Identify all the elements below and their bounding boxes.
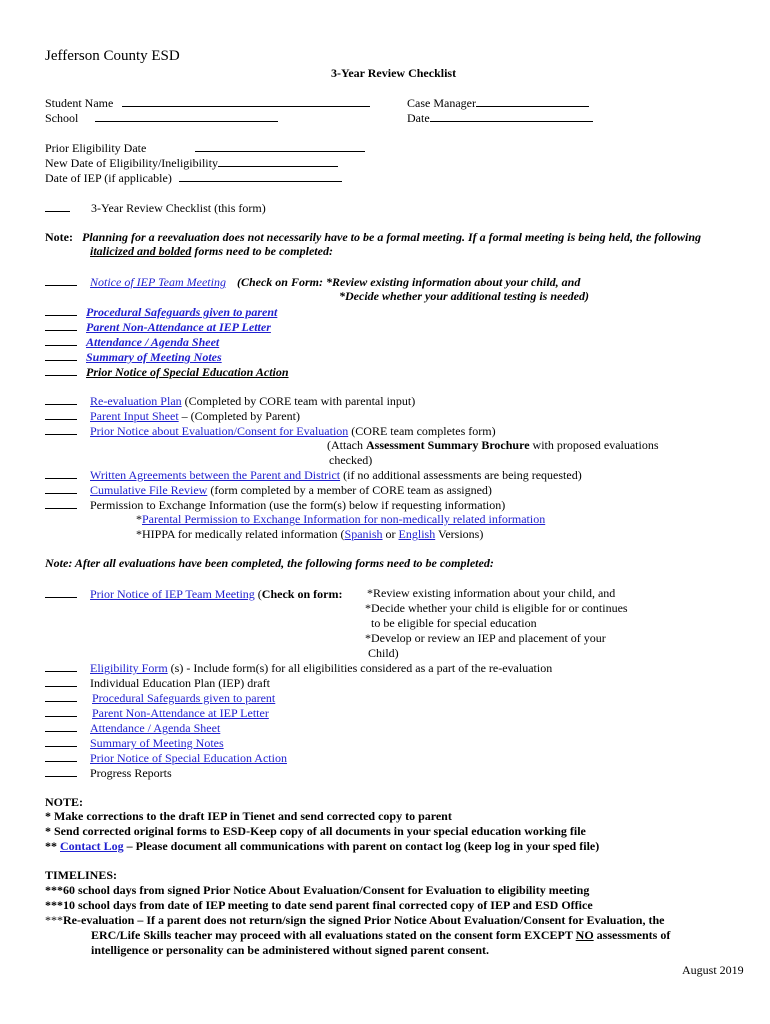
iep-draft-text: Individual Education Plan (IEP) draft [90,676,270,690]
checkbox-line[interactable] [45,660,77,672]
prior-notice-evaluation-note: (CORE team completes form) [348,424,496,438]
checkbox-line[interactable] [45,720,77,732]
note-emphasis: italicized and bolded [90,244,192,258]
this-form-row [45,200,266,216]
cumulative-file-note: (form completed by a member of CORE team as assigned) [207,483,492,497]
check-on-form-text-2: *Decide whether your additional testing is needed) [339,289,589,303]
note-after-evaluations: Note: After all evaluations have been completed, the following forms need to be completed: [45,556,494,570]
formal-item-row [45,334,219,350]
checkbox-line[interactable] [45,423,77,435]
timeline-2: ***10 school days from date of IEP meeting to date send parent final corrected copy of IEP and ESD Office [45,898,593,912]
no-emphasis: NO [575,928,594,942]
parental-permission-link[interactable]: Parental Permission to Exchange Information for non-medically related information [142,512,546,526]
timeline-3-cont-text: ERC/Life Skills teacher may proceed with all evaluations stated on the consent form EXCEPT [91,928,576,942]
case-manager-field[interactable] [407,95,589,111]
new-eligibility-field[interactable] [45,155,338,171]
permission-exchange-text: Permission to Exchange Information (use the form(s) below if requesting information) [90,498,506,512]
after-row [45,690,275,706]
reeval-row [45,497,505,513]
parent-input-sheet-link[interactable]: Parent Input Sheet [90,409,179,423]
after-row [45,660,552,676]
reeval-row [45,482,492,498]
prior-notice-sped-action: Prior Notice of Special Education Action [86,365,289,379]
asterisks: *** [45,913,63,927]
note-text: Planning for a reevaluation does not necessarily have to be a formal meeting. If a formal meeting is being held, the following [81,230,701,244]
checkbox-line[interactable] [45,200,70,212]
prior-notice-evaluation-link[interactable]: Prior Notice about Evaluation/Consent for Evaluation [90,424,349,438]
checkbox-line[interactable] [45,586,77,598]
english-link[interactable]: English [398,527,436,541]
student-name-label: Student Name [45,96,114,110]
date-of-iep-line[interactable] [179,170,342,182]
note-line-3 [45,839,599,854]
parent-non-attendance-link[interactable]: Parent Non-Attendance at IEP Letter [86,320,271,334]
hippa-text: *HIPPA for medically related information ( [136,527,345,541]
or-text: or [382,527,399,541]
formal-item-row [45,349,222,365]
checkbox-line[interactable] [45,750,77,762]
timeline-3-end: intelligence or personality can be administered without signed parent consent. [91,943,490,957]
contact-log-note: – Please document all communications with parent on contact log (keep log in your sped file) [123,839,600,853]
after-row [45,675,270,691]
attendance-agenda-link[interactable]: Attendance / Agenda Sheet [90,721,221,735]
check-item-2-cont: to be eligible for special education [371,616,537,630]
checkbox-line[interactable] [45,675,77,687]
contact-log-link[interactable]: Contact Log [60,839,124,853]
school-label: School [45,111,79,125]
reeval-row [45,423,496,439]
date-of-iep-label: Date of IEP (if applicable) [45,171,172,185]
reevaluation-plan-note: (Completed by CORE team with parental input) [181,394,416,408]
formal-item-row [45,319,271,335]
formal-notice-row [45,274,580,290]
organization-name: Jefferson County ESD [45,48,180,64]
case-manager-label: Case Manager [407,96,476,110]
note-planning-cont [90,244,333,259]
timeline-1: ***60 school days from signed Prior Notice About Evaluation/Consent for Evaluation to eligibility meeting [45,883,590,897]
reeval-row [45,393,415,409]
spanish-link[interactable]: Spanish [344,527,383,541]
checkbox-line[interactable] [45,334,77,346]
student-name-field[interactable] [45,95,370,111]
timeline-3-text: Re-evaluation – If a parent does not return/sign the signed Prior Notice About Evaluation/Consent for Evaluation, the [63,913,665,927]
date-of-iep-field[interactable] [45,170,342,186]
reeval-row [45,467,582,483]
asterisk: * [136,512,142,526]
checkbox-line[interactable] [45,393,77,405]
reeval-row [45,408,300,424]
parent-input-note: – (Completed by Parent) [178,409,300,423]
parental-permission-row [136,512,545,527]
after-row [45,720,220,736]
checkbox-line[interactable] [45,705,77,717]
hippa-row [136,527,483,542]
formal-item-row [45,304,277,320]
written-agreements-link[interactable]: Written Agreements between the Parent and District [90,468,341,482]
check-item-3: *Develop or review an IEP and placement of your [365,631,606,645]
checkbox-line[interactable] [45,467,77,479]
checkbox-line[interactable] [45,735,77,747]
student-name-line[interactable] [122,95,370,107]
cumulative-file-review-link[interactable]: Cumulative File Review [90,483,208,497]
checkbox-line[interactable] [45,319,77,331]
checkbox-line[interactable] [45,304,77,316]
procedural-safeguards-link[interactable]: Procedural Safeguards given to parent [92,691,276,705]
notice-of-iep-team-meeting-link[interactable]: Notice of IEP Team Meeting [90,275,226,289]
prior-eligibility-label: Prior Eligibility Date [45,141,147,155]
check-item-2: *Decide whether your child is eligible for or continues [365,601,628,615]
checkbox-line[interactable] [45,765,77,777]
note-line-2: * Send corrected original forms to ESD-Keep copy of all documents in your special education working file [45,824,586,838]
note-heading: NOTE: [45,795,84,809]
checkbox-line[interactable] [45,274,77,286]
after-row [45,765,172,781]
timeline-3-cont [91,928,670,943]
timelines-heading: TIMELINES: [45,868,118,882]
progress-reports-text: Progress Reports [90,766,172,780]
attach-note [327,438,659,453]
checkbox-line[interactable] [45,408,77,420]
date-line[interactable] [430,110,593,122]
revision-date: August 2019 [682,963,744,977]
written-agreements-note: (if no additional assessments are being requested) [340,468,582,482]
parent-non-attendance-link[interactable]: Parent Non-Attendance at IEP Letter [92,706,269,720]
check-item-1: *Review existing information about your child, and [367,586,616,600]
check-on-form-text: (Check on Form: *Review existing information about your child, and [236,275,581,289]
note-label: Note: [45,230,73,244]
procedural-safeguards-link[interactable]: Procedural Safeguards given to parent [86,305,278,319]
note-planning [45,230,701,245]
school-line[interactable] [95,110,278,122]
note-cont-text: forms need to be completed: [191,244,333,258]
this-form-label: 3-Year Review Checklist (this form) [91,201,266,215]
after-row [45,735,224,751]
prior-notice-iep-meeting-link[interactable]: Prior Notice of IEP Team Meeting [90,587,255,601]
after-notice-row: Prior Notice of IEP Team Meeting (Check on form: [45,586,342,602]
checkbox-line[interactable] [45,497,77,509]
attach-text-2: with proposed evaluations [529,438,659,452]
note-line-1: * Make corrections to the draft IEP in Tienet and send corrected copy to parent [45,809,452,823]
after-row [45,750,287,766]
checkbox-line[interactable] [45,364,77,376]
new-eligibility-label: New Date of Eligibility/Ineligibility [45,156,218,170]
prior-eligibility-line[interactable] [195,140,365,152]
versions-text: Versions) [435,527,484,541]
eligibility-form-link[interactable]: Eligibility Form [90,661,168,675]
assessment-brochure-text: Assessment Summary Brochure [365,438,530,452]
prior-eligibility-field[interactable] [45,140,365,156]
date-field[interactable] [407,110,593,126]
attendance-agenda-link[interactable]: Attendance / Agenda Sheet [86,335,220,349]
school-field[interactable] [45,110,278,126]
page-title: 3-Year Review Checklist [331,66,457,80]
checkbox-line[interactable] [45,482,77,494]
timeline-3-cont-text-2: assessments of [593,928,671,942]
checkbox-line[interactable] [45,349,77,361]
prior-notice-sped-action-link[interactable]: Prior Notice of Special Education Action [90,751,287,765]
case-manager-line[interactable] [476,95,589,107]
attach-note-cont: checked) [329,453,373,467]
new-eligibility-line[interactable] [218,155,338,167]
asterisks: ** [45,839,60,853]
summary-meeting-notes-link[interactable]: Summary of Meeting Notes [90,736,224,750]
timeline-3 [45,913,664,928]
after-row [45,705,269,721]
summary-meeting-notes-link[interactable]: Summary of Meeting Notes [86,350,222,364]
check-on-form-label: Check on form: [261,587,343,601]
check-item-3-cont: Child) [368,646,399,660]
formal-item-row [45,364,289,380]
checkbox-line[interactable] [45,690,77,702]
eligibility-form-note: (s) - Include form(s) for all eligibilities considered as a part of the re-evaluation [167,661,553,675]
attach-text: (Attach [327,438,366,452]
reevaluation-plan-link[interactable]: Re-evaluation Plan [90,394,182,408]
date-label: Date [407,111,430,125]
